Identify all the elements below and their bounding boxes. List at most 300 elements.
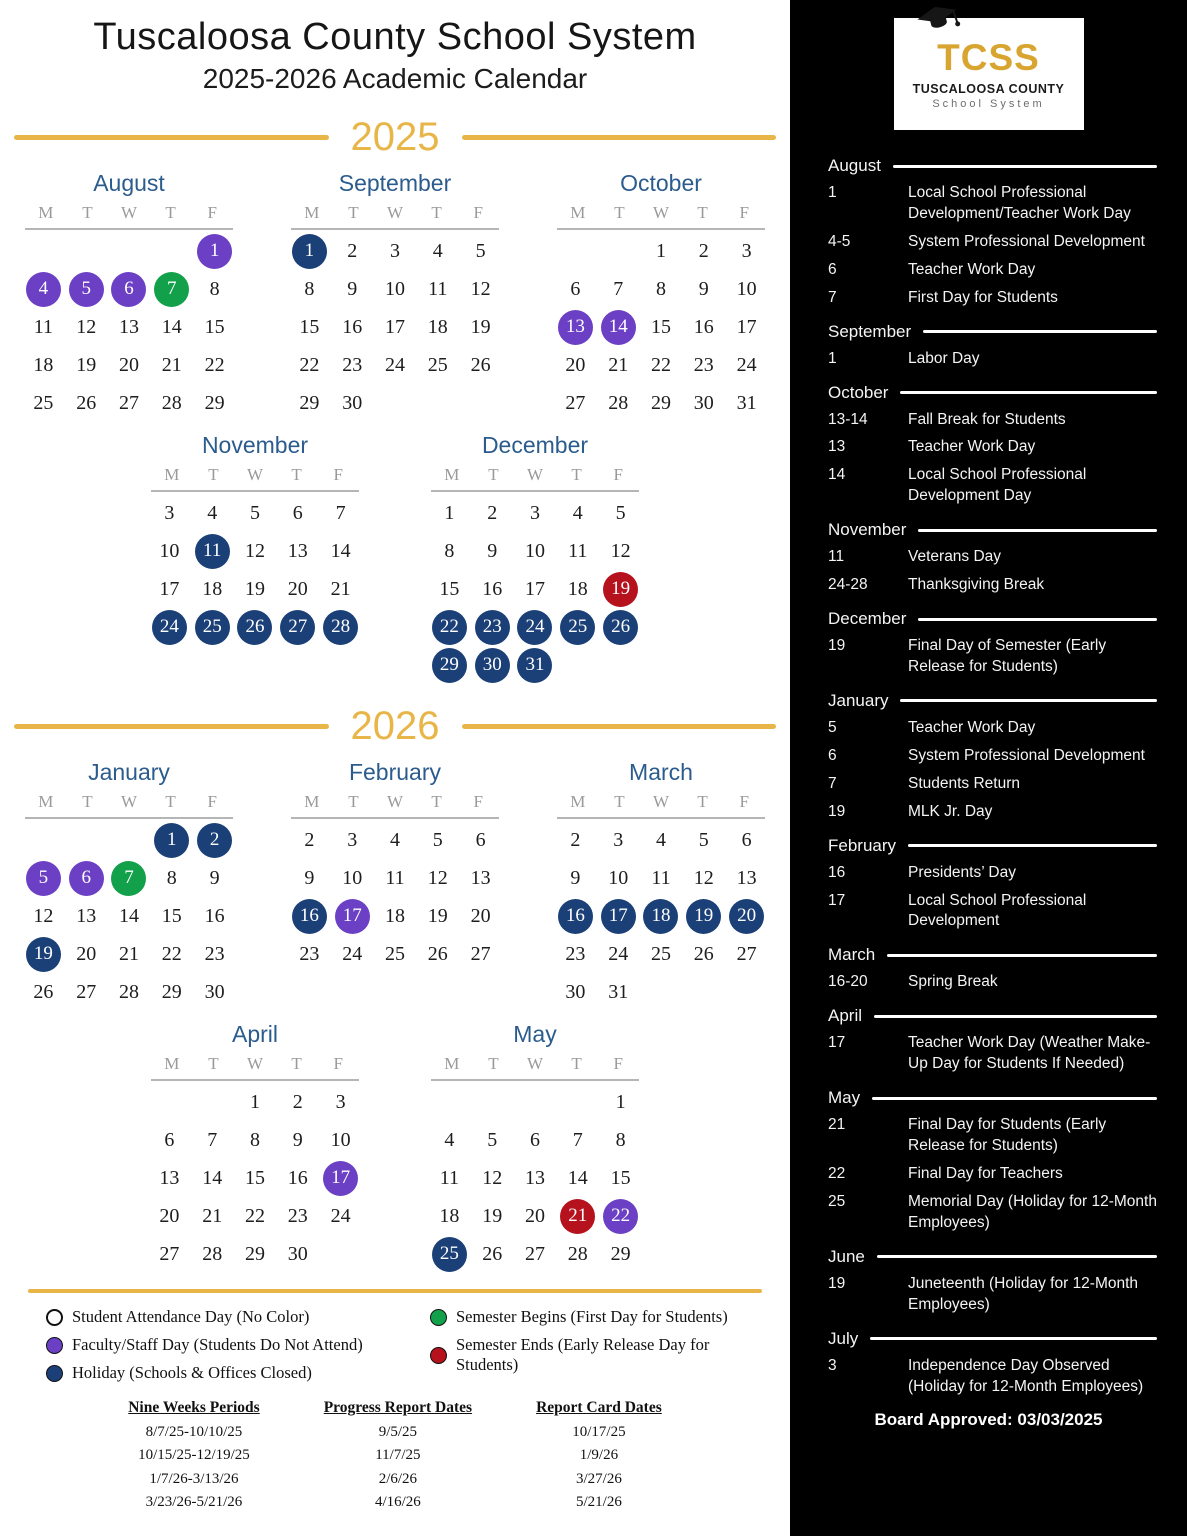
day-cell: 22 bbox=[299, 353, 320, 376]
week-row bbox=[288, 859, 502, 897]
event-description: Spring Break bbox=[908, 973, 998, 991]
week-row bbox=[554, 232, 768, 270]
event-row bbox=[828, 575, 1157, 596]
event-date: 13 bbox=[828, 438, 846, 456]
day-cell: 16 bbox=[482, 577, 503, 600]
weekday-label: M bbox=[304, 203, 320, 222]
day-cell: 29 bbox=[244, 1242, 265, 1265]
year-divider-line bbox=[14, 724, 329, 729]
day-cell: 28 bbox=[118, 980, 139, 1003]
event-description: Fall Break for Students bbox=[908, 410, 1066, 428]
event-description: Veterans Day bbox=[908, 548, 1002, 566]
weekday-label: T bbox=[82, 792, 93, 811]
day-cell: 10 bbox=[330, 1128, 351, 1151]
month-weeks bbox=[554, 232, 768, 422]
day-cell bbox=[597, 897, 640, 935]
day-cell: 26 bbox=[482, 1242, 503, 1265]
day-circle: 6 bbox=[111, 272, 146, 307]
day-cell: 3 bbox=[741, 239, 752, 262]
day-cell: 20 bbox=[118, 353, 139, 376]
week-row bbox=[288, 270, 502, 308]
day-cell: 21 bbox=[330, 577, 351, 600]
day-cell bbox=[150, 821, 193, 859]
day-cell: 27 bbox=[159, 1242, 180, 1265]
event-row bbox=[828, 232, 1157, 253]
week-row bbox=[288, 384, 502, 422]
day-cell: 22 bbox=[650, 353, 671, 376]
event-description: Labor Day bbox=[908, 349, 980, 367]
day-cell: 11 bbox=[651, 866, 671, 889]
report-table bbox=[536, 1399, 662, 1514]
event-date: 17 bbox=[828, 1034, 846, 1052]
day-cell: 9 bbox=[570, 866, 581, 889]
day-cell: 26 bbox=[76, 391, 97, 414]
table-row: 11/7/25 bbox=[375, 1447, 421, 1464]
day-cell: 25 bbox=[650, 942, 671, 965]
board-approved-note: Board Approved: 03/03/2025 bbox=[874, 1410, 1103, 1430]
day-cell: 21 bbox=[608, 353, 629, 376]
day-cell bbox=[554, 232, 597, 270]
day-cell: 2 bbox=[347, 239, 358, 262]
week-row bbox=[554, 270, 768, 308]
day-cell: 15 bbox=[299, 315, 320, 338]
sidebar-section bbox=[828, 1088, 1157, 1234]
day-cell: 22 bbox=[244, 1204, 265, 1227]
year-divider bbox=[14, 115, 776, 160]
month-weeks bbox=[22, 821, 236, 1011]
month-title: November bbox=[201, 432, 309, 458]
day-cell bbox=[150, 232, 193, 270]
day-cell: 13 bbox=[736, 866, 757, 889]
sidebar-section-header bbox=[828, 156, 1157, 176]
legend-divider bbox=[28, 1289, 762, 1293]
table-header: Report Card Dates bbox=[536, 1399, 662, 1416]
day-cell bbox=[640, 973, 683, 1011]
week-row bbox=[22, 384, 236, 422]
week-row bbox=[22, 897, 236, 935]
week-row bbox=[148, 570, 362, 608]
day-cell: 9 bbox=[487, 539, 498, 562]
weekday-label: T bbox=[165, 792, 176, 811]
day-cell bbox=[193, 821, 236, 859]
day-circle: 5 bbox=[26, 861, 61, 896]
day-cell: 16 bbox=[287, 1166, 308, 1189]
day-cell: 27 bbox=[118, 391, 139, 414]
weekday-header-row bbox=[431, 1054, 639, 1081]
week-row bbox=[428, 608, 642, 646]
day-cell bbox=[514, 646, 557, 684]
sidebar-section-header bbox=[828, 1329, 1157, 1349]
event-row bbox=[828, 183, 1157, 225]
day-cell: 24 bbox=[330, 1204, 351, 1227]
event-row bbox=[828, 774, 1157, 795]
day-cell: 19 bbox=[482, 1204, 503, 1227]
year-divider-line bbox=[462, 135, 777, 140]
event-date: 7 bbox=[828, 774, 837, 792]
day-cell: 11 bbox=[439, 1166, 460, 1189]
month-row bbox=[0, 432, 790, 684]
table-header: Nine Weeks Periods bbox=[128, 1399, 260, 1416]
day-cell bbox=[65, 232, 108, 270]
day-circle: 20 bbox=[729, 899, 764, 934]
day-cell bbox=[471, 646, 514, 684]
day-cell: 17 bbox=[384, 315, 405, 338]
day-cell bbox=[554, 308, 597, 346]
day-cell: 11 bbox=[428, 277, 448, 300]
day-cell: 25 bbox=[33, 391, 54, 414]
week-row bbox=[428, 1235, 642, 1273]
event-date: 6 bbox=[828, 746, 837, 764]
weekday-label: T bbox=[348, 792, 359, 811]
day-cell: 12 bbox=[427, 866, 448, 889]
day-cell: 14 bbox=[567, 1166, 588, 1189]
event-row bbox=[828, 1274, 1157, 1316]
purple-day-swatch bbox=[46, 1337, 63, 1354]
day-cell: 3 bbox=[529, 501, 540, 524]
event-date: 25 bbox=[828, 1192, 846, 1210]
week-row bbox=[554, 859, 768, 897]
day-cell bbox=[597, 308, 640, 346]
day-cell: 29 bbox=[610, 1242, 631, 1265]
table-row: 3/23/26-5/21/26 bbox=[145, 1493, 243, 1510]
day-circle: 28 bbox=[323, 610, 358, 645]
day-cell: 9 bbox=[304, 866, 315, 889]
event-date: 6 bbox=[828, 260, 837, 278]
month-calendar bbox=[22, 759, 236, 1011]
day-circle: 1 bbox=[292, 234, 327, 269]
day-cell: 30 bbox=[565, 980, 586, 1003]
event-description: Teacher Work Day bbox=[908, 718, 1036, 736]
event-row bbox=[828, 547, 1157, 568]
logo-line1: TUSCALOOSA COUNTY bbox=[912, 81, 1065, 96]
day-cell: 22 bbox=[161, 942, 182, 965]
day-cell: 19 bbox=[76, 353, 97, 376]
day-cell bbox=[428, 1235, 471, 1273]
month-title: September bbox=[338, 170, 452, 196]
day-cell: 10 bbox=[159, 539, 180, 562]
week-row bbox=[428, 1121, 642, 1159]
event-description: Teacher Work Day (Weather Make-Up Day for Students If Needed) bbox=[908, 1034, 1151, 1073]
day-cell bbox=[471, 1083, 514, 1121]
day-circle: 22 bbox=[603, 1199, 638, 1234]
event-description: Students Return bbox=[908, 774, 1021, 792]
day-cell: 27 bbox=[470, 942, 491, 965]
month-row bbox=[0, 1021, 790, 1273]
day-cell bbox=[22, 935, 65, 973]
week-row bbox=[148, 1197, 362, 1235]
day-cell bbox=[65, 270, 108, 308]
week-row bbox=[22, 232, 236, 270]
sidebar-section bbox=[828, 1006, 1157, 1075]
weekday-label: M bbox=[38, 792, 54, 811]
day-cell bbox=[599, 646, 642, 684]
event-row bbox=[828, 718, 1157, 739]
day-cell bbox=[234, 608, 277, 646]
weekday-label: M bbox=[304, 792, 320, 811]
day-cell: 15 bbox=[204, 315, 225, 338]
week-row bbox=[428, 570, 642, 608]
event-description: MLK Jr. Day bbox=[908, 802, 993, 820]
day-circle: 17 bbox=[335, 899, 370, 934]
events-sidebar bbox=[790, 0, 1187, 1536]
sidebar-month-label: June bbox=[828, 1246, 865, 1266]
month-title: December bbox=[481, 432, 589, 458]
day-cell: 6 bbox=[529, 1128, 540, 1151]
event-date: 19 bbox=[828, 637, 846, 655]
sidebar-section bbox=[828, 322, 1157, 370]
sidebar-month-label: January bbox=[828, 690, 889, 710]
day-cell: 28 bbox=[202, 1242, 223, 1265]
week-row bbox=[22, 859, 236, 897]
sidebar-header-line bbox=[870, 1337, 1157, 1340]
day-cell: 5 bbox=[698, 828, 709, 851]
day-cell: 24 bbox=[736, 353, 757, 376]
day-circle: 16 bbox=[292, 899, 327, 934]
event-date: 5 bbox=[828, 718, 837, 736]
event-row bbox=[828, 1115, 1157, 1157]
day-cell: 20 bbox=[565, 353, 586, 376]
day-cell bbox=[22, 859, 65, 897]
table-row: 10/15/25-12/19/25 bbox=[138, 1447, 250, 1464]
sidebar-header-line bbox=[918, 529, 1157, 532]
event-description: Thanksgiving Break bbox=[908, 576, 1045, 594]
month-calendar bbox=[288, 170, 502, 422]
day-cell bbox=[22, 270, 65, 308]
day-cell: 1 bbox=[444, 501, 455, 524]
month-title: August bbox=[93, 170, 165, 196]
week-row bbox=[288, 935, 502, 973]
day-cell bbox=[319, 1235, 362, 1273]
sidebar-header-line bbox=[877, 1255, 1157, 1258]
day-cell: 4 bbox=[572, 501, 583, 524]
weekday-label: T bbox=[348, 203, 359, 222]
day-cell: 27 bbox=[76, 980, 97, 1003]
weekday-header-row bbox=[151, 465, 359, 492]
weekday-label: W bbox=[246, 1054, 264, 1073]
day-cell: 11 bbox=[385, 866, 405, 889]
day-cell bbox=[514, 1083, 557, 1121]
day-cell: 26 bbox=[470, 353, 491, 376]
sidebar-header-line bbox=[872, 1097, 1157, 1100]
day-cell: 29 bbox=[299, 391, 320, 414]
week-row bbox=[22, 821, 236, 859]
day-cell: 15 bbox=[161, 904, 182, 927]
day-cell: 13 bbox=[287, 539, 308, 562]
month-calendar bbox=[428, 432, 642, 684]
day-cell bbox=[108, 232, 151, 270]
day-cell bbox=[556, 1197, 599, 1235]
day-cell: 12 bbox=[76, 315, 97, 338]
day-cell bbox=[65, 859, 108, 897]
weekday-label: T bbox=[431, 203, 442, 222]
event-row bbox=[828, 891, 1157, 933]
month-calendar bbox=[148, 1021, 362, 1273]
day-cell: 10 bbox=[736, 277, 757, 300]
weekday-label: T bbox=[165, 203, 176, 222]
sidebar-month-label: March bbox=[828, 945, 876, 965]
weekday-header-row bbox=[431, 465, 639, 492]
day-circle: 7 bbox=[154, 272, 189, 307]
weekday-label: T bbox=[208, 465, 219, 484]
event-row bbox=[828, 437, 1157, 458]
weekday-label: F bbox=[207, 203, 217, 222]
week-row bbox=[428, 1197, 642, 1235]
day-cell: 12 bbox=[244, 539, 265, 562]
day-cell bbox=[331, 897, 374, 935]
event-date: 21 bbox=[828, 1116, 846, 1134]
sidebar-month-label: July bbox=[828, 1328, 859, 1348]
sidebar-section-header bbox=[828, 322, 1157, 342]
month-weeks bbox=[554, 821, 768, 1011]
day-cell: 8 bbox=[444, 539, 455, 562]
sidebar-header-line bbox=[908, 844, 1157, 847]
day-cell: 21 bbox=[202, 1204, 223, 1227]
event-row bbox=[828, 260, 1157, 281]
day-cell: 8 bbox=[249, 1128, 260, 1151]
sidebar-header-line bbox=[918, 618, 1157, 621]
month-title: April bbox=[231, 1021, 278, 1047]
page-subtitle: 2025-2026 Academic Calendar bbox=[202, 63, 588, 94]
day-cell: 12 bbox=[482, 1166, 503, 1189]
logo-line2: School System bbox=[932, 97, 1045, 110]
day-cell: 27 bbox=[565, 391, 586, 414]
day-cell bbox=[22, 821, 65, 859]
day-circle: 19 bbox=[603, 572, 638, 607]
week-row bbox=[22, 935, 236, 973]
day-cell: 20 bbox=[470, 904, 491, 927]
report-table bbox=[324, 1399, 472, 1514]
day-cell: 31 bbox=[608, 980, 629, 1003]
weekday-label: M bbox=[570, 203, 586, 222]
day-cell bbox=[288, 232, 331, 270]
week-row bbox=[148, 494, 362, 532]
day-cell: 19 bbox=[470, 315, 491, 338]
day-cell: 20 bbox=[524, 1204, 545, 1227]
month-row bbox=[0, 759, 790, 1011]
day-cell: 15 bbox=[439, 577, 460, 600]
month-weeks bbox=[428, 1083, 642, 1273]
event-description: Independence Day Observed (Holiday for 12-Month Employees) bbox=[908, 1356, 1144, 1395]
day-cell: 29 bbox=[204, 391, 225, 414]
week-row bbox=[428, 646, 642, 684]
weekday-label: T bbox=[614, 792, 625, 811]
sidebar-section-header bbox=[828, 1247, 1157, 1267]
sidebar-header-line bbox=[923, 330, 1157, 333]
day-cell: 6 bbox=[292, 501, 303, 524]
table-row: 4/16/26 bbox=[374, 1493, 421, 1510]
week-row bbox=[288, 346, 502, 384]
legend-item bbox=[46, 1335, 382, 1355]
day-cell: 24 bbox=[342, 942, 363, 965]
weekday-label: T bbox=[291, 465, 302, 484]
day-cell: 16 bbox=[342, 315, 363, 338]
day-cell: 14 bbox=[161, 315, 182, 338]
month-weeks bbox=[148, 1083, 362, 1273]
event-row bbox=[828, 1164, 1157, 1185]
weekday-label: F bbox=[473, 792, 483, 811]
legend-item bbox=[46, 1307, 382, 1327]
day-cell: 9 bbox=[292, 1128, 303, 1151]
day-cell: 12 bbox=[470, 277, 491, 300]
month-calendar bbox=[554, 170, 768, 422]
sidebar-month-label: April bbox=[828, 1006, 863, 1026]
weekday-label: M bbox=[164, 1054, 180, 1073]
weekday-label: T bbox=[431, 792, 442, 811]
event-description: Teacher Work Day bbox=[908, 438, 1036, 456]
month-calendar bbox=[148, 432, 362, 684]
day-circle: 25 bbox=[432, 1237, 467, 1272]
day-cell: 13 bbox=[118, 315, 139, 338]
day-circle: 25 bbox=[560, 610, 595, 645]
day-cell: 15 bbox=[244, 1166, 265, 1189]
table-row: 1/7/26-3/13/26 bbox=[149, 1470, 239, 1487]
sidebar-month-label: February bbox=[828, 835, 897, 855]
day-cell: 18 bbox=[567, 577, 588, 600]
weekday-label: F bbox=[739, 792, 749, 811]
day-cell: 6 bbox=[164, 1128, 175, 1151]
day-cell bbox=[65, 821, 108, 859]
day-cell: 28 bbox=[567, 1242, 588, 1265]
event-description: Final Day for Teachers bbox=[908, 1164, 1063, 1182]
day-cell: 4 bbox=[389, 828, 400, 851]
day-circle: 1 bbox=[154, 823, 189, 858]
day-cell: 7 bbox=[613, 277, 624, 300]
day-cell: 17 bbox=[524, 577, 545, 600]
day-cell: 6 bbox=[570, 277, 581, 300]
event-row bbox=[828, 972, 1157, 993]
event-description: Final Day for Students (Early Release for Students) bbox=[908, 1116, 1107, 1155]
day-cell: 22 bbox=[204, 353, 225, 376]
day-cell: 18 bbox=[202, 577, 223, 600]
day-circle: 17 bbox=[323, 1161, 358, 1196]
day-cell: 10 bbox=[524, 539, 545, 562]
event-date: 16-20 bbox=[828, 973, 868, 991]
day-cell bbox=[193, 232, 236, 270]
day-cell bbox=[288, 897, 331, 935]
sidebar-section-header bbox=[828, 609, 1157, 629]
day-cell: 17 bbox=[736, 315, 757, 338]
day-cell: 1 bbox=[655, 239, 666, 262]
day-circle: 22 bbox=[432, 610, 467, 645]
day-circle: 19 bbox=[26, 937, 61, 972]
week-row bbox=[148, 1235, 362, 1273]
weekday-label: T bbox=[697, 203, 708, 222]
month-title: October bbox=[620, 170, 702, 196]
week-row bbox=[554, 897, 768, 935]
week-row bbox=[288, 232, 502, 270]
day-cell: 3 bbox=[389, 239, 400, 262]
day-circle: 26 bbox=[603, 610, 638, 645]
weekday-label: W bbox=[120, 792, 138, 811]
day-cell: 5 bbox=[249, 501, 260, 524]
day-cell: 6 bbox=[475, 828, 486, 851]
day-cell: 18 bbox=[33, 353, 54, 376]
day-cell: 11 bbox=[33, 315, 54, 338]
event-date: 17 bbox=[828, 891, 846, 909]
week-row bbox=[288, 897, 502, 935]
weekday-label: M bbox=[38, 203, 54, 222]
month-title: March bbox=[629, 759, 693, 785]
day-cell: 2 bbox=[570, 828, 581, 851]
week-row bbox=[554, 821, 768, 859]
weekday-label: W bbox=[386, 203, 404, 222]
weekday-label: W bbox=[526, 465, 544, 484]
event-description: Final Day of Semester (Early Release for Students) bbox=[908, 637, 1107, 675]
day-cell: 28 bbox=[608, 391, 629, 414]
legend-label: Faculty/Staff Day (Students Do Not Attend) bbox=[72, 1335, 363, 1354]
week-row bbox=[22, 308, 236, 346]
day-cell: 30 bbox=[342, 391, 363, 414]
